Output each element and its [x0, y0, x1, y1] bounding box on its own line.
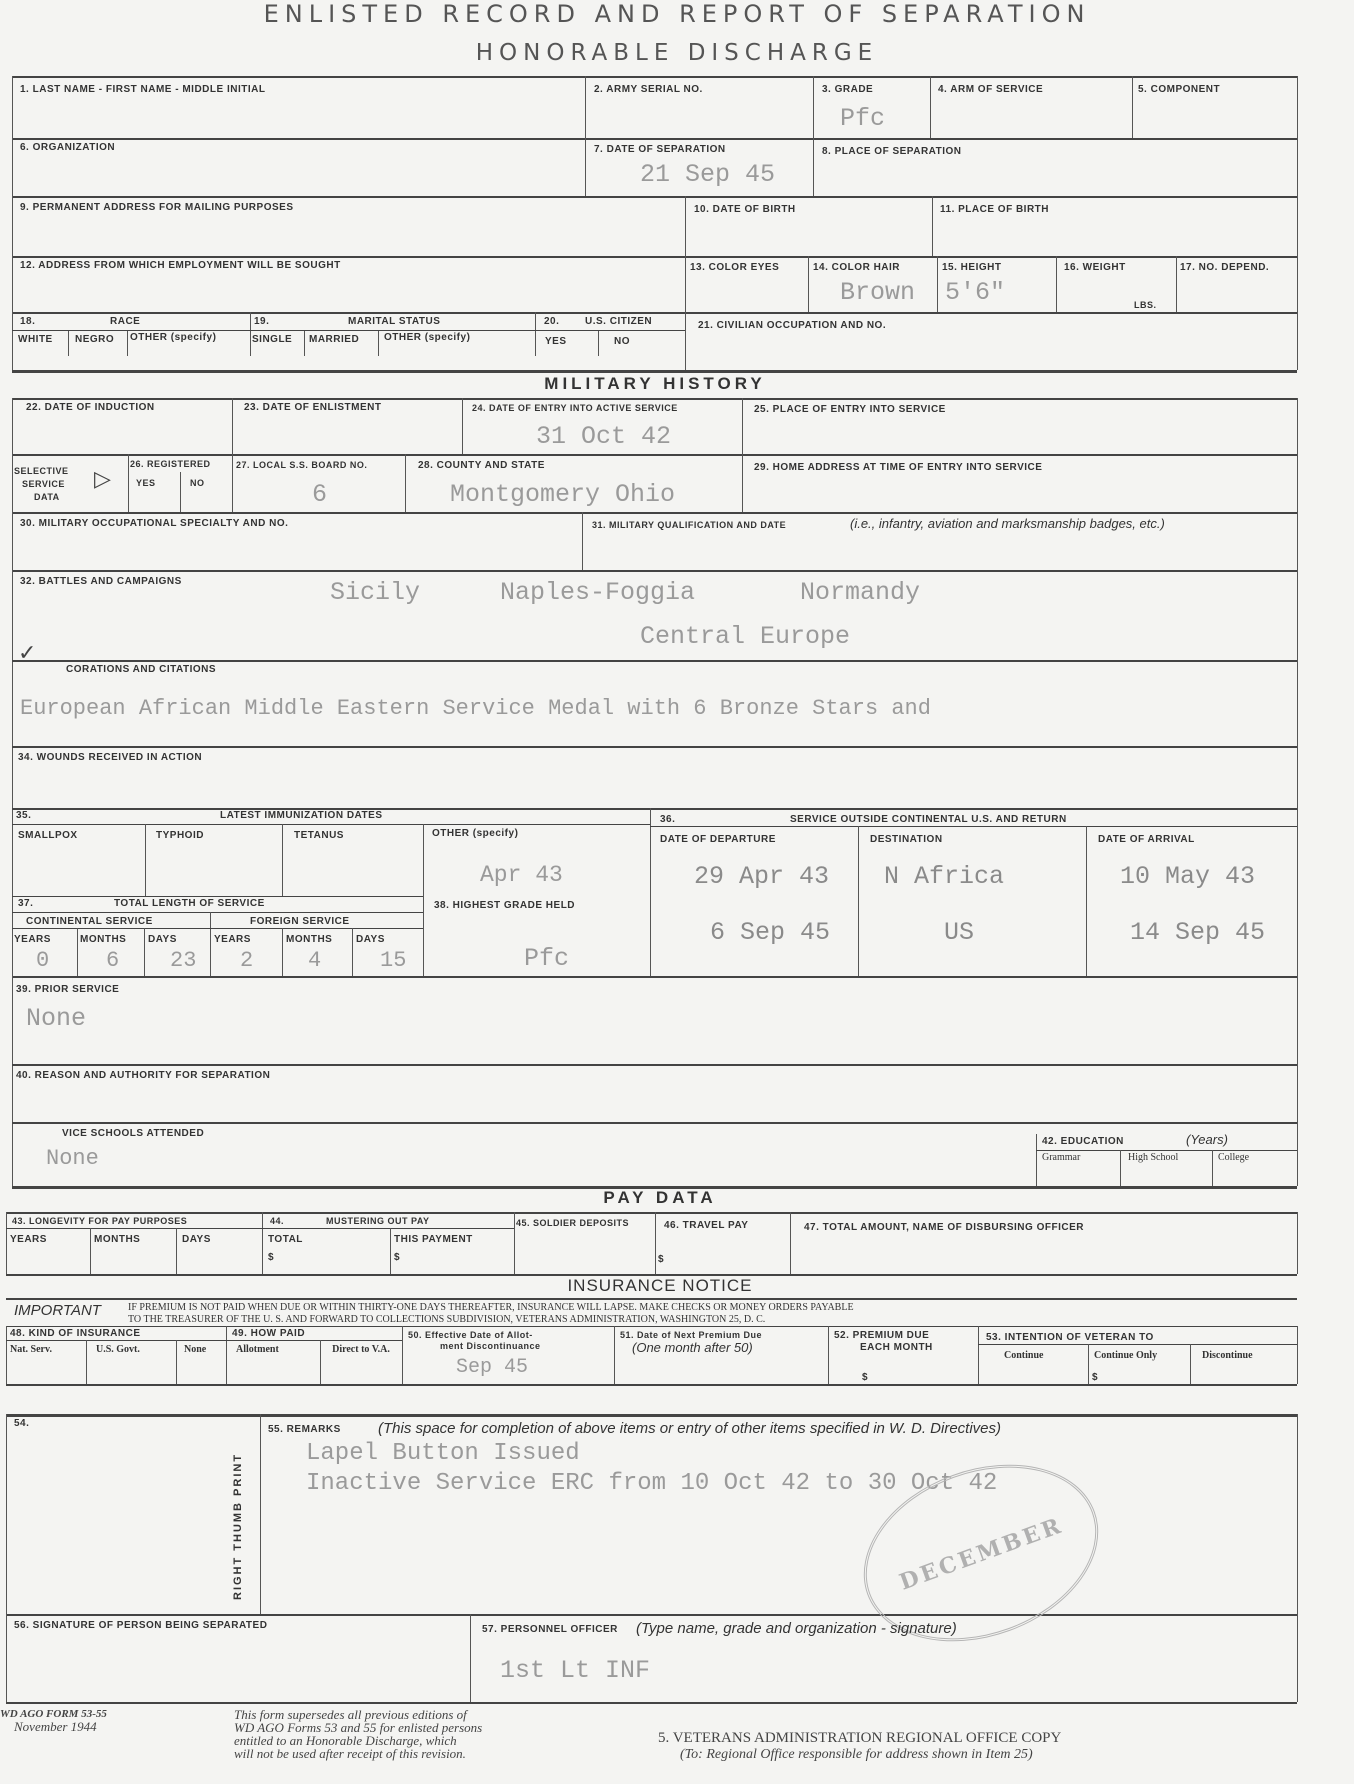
campaign-1: Sicily — [330, 578, 421, 607]
field-28-label: 28. COUNTY AND STATE — [418, 460, 545, 471]
rule — [176, 1228, 177, 1274]
rule — [282, 928, 283, 976]
field-37-label: TOTAL LENGTH OF SERVICE — [114, 898, 265, 909]
rule — [12, 256, 1297, 258]
supersedes-line1: This form supersedes all previous editions of — [234, 1707, 467, 1722]
rule — [402, 1326, 403, 1384]
rule — [6, 1212, 7, 1274]
insurance-none: None — [184, 1344, 207, 1355]
rule — [12, 454, 1297, 456]
overseas-row-1-destination: N Africa — [884, 862, 1005, 891]
foreign-months-value: 4 — [308, 948, 322, 973]
rule — [12, 398, 13, 1186]
immunization-typhoid: TYPHOID — [156, 830, 204, 841]
education-high-school: High School — [1128, 1152, 1179, 1163]
rule — [514, 1212, 515, 1274]
rule — [232, 454, 233, 512]
field-7-label: 7. DATE OF SEPARATION — [594, 144, 726, 155]
field-22-label: 22. DATE OF INDUCTION — [26, 402, 155, 413]
rule — [6, 1614, 1297, 1616]
weight-unit: LBS. — [1134, 300, 1157, 310]
immunization-other-value: Apr 43 — [480, 862, 563, 888]
field-36-number: 36. — [660, 814, 676, 825]
rule — [6, 1702, 1297, 1704]
field-53-label: 53. INTENTION OF VETERAN TO — [986, 1332, 1154, 1343]
rule — [12, 312, 1297, 314]
rule — [304, 330, 305, 356]
field-33-label: CORATIONS AND CITATIONS — [66, 664, 217, 675]
registered-yes: YES — [136, 478, 156, 488]
field-10-label: 10. DATE OF BIRTH — [694, 204, 796, 215]
travel-pay-currency: $ — [658, 1254, 665, 1265]
supersedes-line4: will not be used after receipt of this revision. — [234, 1746, 466, 1761]
rule — [6, 1414, 1297, 1417]
field-45-label: 45. SOLDIER DEPOSITS — [516, 1218, 630, 1228]
rule — [6, 1340, 402, 1341]
continental-service-header: CONTINENTAL SERVICE — [26, 916, 153, 927]
field-50-value: Sep 45 — [456, 1356, 529, 1379]
paid-direct: Direct to V.A. — [332, 1344, 390, 1355]
continental-months-value: 6 — [106, 948, 120, 973]
rule — [650, 826, 1297, 827]
rule — [1190, 1344, 1191, 1384]
rule — [12, 76, 13, 370]
overseas-arrival-header: DATE OF ARRIVAL — [1098, 834, 1195, 845]
rule — [12, 928, 423, 929]
field-55-note: (This space for completion of above items or entry of other items specified in W. D. Directives) — [378, 1420, 1002, 1437]
rule — [1132, 76, 1133, 138]
rule — [930, 76, 931, 138]
field-24-label: 24. DATE OF ENTRY INTO ACTIVE SERVICE — [472, 403, 678, 413]
rule — [742, 398, 743, 512]
rule — [790, 1212, 791, 1274]
field-11-label: 11. PLACE OF BIRTH — [940, 204, 1050, 215]
selective-service-line3: DATA — [34, 492, 60, 502]
field-54-label: 54. — [14, 1418, 30, 1429]
field-4-label: 4. ARM OF SERVICE — [938, 84, 1044, 95]
field-15-value: 5'6" — [945, 278, 1006, 307]
form-date: November 1944 — [14, 1719, 97, 1734]
field-19-number: 19. — [254, 316, 270, 327]
field-40-label: 40. REASON AND AUTHORITY FOR SEPARATION — [16, 1070, 271, 1081]
field-43-label: 43. LONGEVITY FOR PAY PURPOSES — [12, 1216, 188, 1226]
field-25-label: 25. PLACE OF ENTRY INTO SERVICE — [754, 404, 946, 415]
rule — [6, 1212, 1297, 1214]
rule — [128, 454, 129, 512]
rule — [12, 896, 423, 897]
form-subtitle: HONORABLE DISCHARGE — [475, 40, 879, 66]
rule — [6, 1326, 7, 1384]
marital-single: SINGLE — [252, 334, 293, 345]
rule — [12, 912, 423, 913]
rule — [6, 1414, 7, 1702]
field-48-label: 48. KIND OF INSURANCE — [10, 1328, 141, 1339]
race-white: WHITE — [18, 334, 53, 345]
form-number: WD AGO FORM 53-55 — [0, 1708, 107, 1720]
immunization-tetanus: TETANUS — [294, 830, 344, 841]
rule — [127, 330, 128, 356]
longevity-days: DAYS — [182, 1234, 211, 1245]
field-31-note: (i.e., infantry, aviation and marksmanship badges, etc.) — [850, 516, 1165, 531]
rule — [685, 196, 686, 312]
copy-note: (To: Regional Office responsible for address shown in Item 25) — [680, 1747, 1033, 1762]
field-24-value: 31 Oct 42 — [536, 422, 672, 451]
foreign-days-header: DAYS — [356, 934, 385, 945]
rule — [650, 808, 651, 976]
field-9-label: 9. PERMANENT ADDRESS FOR MAILING PURPOSES — [20, 202, 294, 213]
field-42-note: (Years) — [1186, 1132, 1228, 1147]
field-44-label: MUSTERING OUT PAY — [326, 1216, 430, 1226]
rule — [352, 928, 353, 976]
rule — [1056, 256, 1057, 312]
education-college: College — [1218, 1152, 1250, 1163]
longevity-years: YEARS — [10, 1234, 47, 1245]
field-2-label: 2. ARMY SERIAL NO. — [594, 84, 703, 95]
supersedes-line3: entitled to an Honorable Discharge, which — [234, 1733, 457, 1748]
field-49-label: 49. HOW PAID — [232, 1328, 306, 1339]
rule — [77, 928, 78, 976]
field-37-number: 37. — [18, 898, 34, 909]
campaign-4: Central Europe — [640, 622, 851, 651]
field-26-label: 26. REGISTERED — [130, 459, 211, 469]
rule — [1297, 1414, 1298, 1702]
rule — [68, 330, 69, 356]
field-39-value: None — [26, 1004, 87, 1033]
rule — [378, 330, 379, 356]
race-other: OTHER (specify) — [130, 332, 217, 343]
rule — [585, 76, 586, 196]
field-1-label: 1. LAST NAME - FIRST NAME - MIDDLE INITIAL — [20, 84, 266, 95]
overseas-row-1-departure: 29 Apr 43 — [694, 862, 830, 891]
rule — [1088, 1344, 1089, 1384]
rule — [1297, 398, 1298, 1186]
foreign-months-header: MONTHS — [286, 934, 333, 945]
rule — [462, 398, 463, 454]
field-38-label: 38. HIGHEST GRADE HELD — [434, 900, 576, 911]
rule — [12, 824, 650, 825]
overseas-row-2-departure: 6 Sep 45 — [710, 918, 831, 947]
military-history-heading: MILITARY HISTORY — [544, 374, 766, 393]
field-20-number: 20. — [544, 316, 560, 327]
field-6-label: 6. ORGANIZATION — [20, 142, 116, 153]
stamp-text: DECEMBER — [896, 1512, 1067, 1596]
insurance-notice-heading: INSURANCE NOTICE — [567, 1276, 753, 1295]
field-52-label-line2: EACH MONTH — [860, 1342, 933, 1353]
field-51-note: (One month after 50) — [632, 1340, 753, 1355]
continental-days-value: 23 — [170, 948, 197, 973]
rule — [90, 1228, 91, 1274]
rule — [262, 1212, 263, 1274]
field-19-label: MARITAL STATUS — [348, 316, 441, 327]
field-44-number: 44. — [270, 1216, 285, 1226]
rule — [582, 512, 583, 570]
rule — [978, 1326, 979, 1384]
marital-married: MARRIED — [309, 334, 360, 345]
field-56-label: 56. SIGNATURE OF PERSON BEING SEPARATED — [14, 1620, 268, 1631]
rule — [535, 312, 536, 356]
mustering-payment-currency: $ — [394, 1252, 401, 1263]
foreign-years-value: 2 — [240, 948, 254, 973]
overseas-departure-header: DATE OF DEPARTURE — [660, 834, 776, 845]
immunization-other: OTHER (specify) — [432, 828, 519, 839]
rule — [655, 1212, 656, 1274]
field-50-label-line2: ment Discontinuance — [440, 1341, 541, 1351]
rule — [423, 824, 424, 976]
registered-no: NO — [190, 478, 205, 488]
rule — [12, 138, 1297, 140]
rule — [6, 1326, 1297, 1327]
rule — [1036, 1150, 1297, 1151]
intention-continue-only: Continue Only — [1094, 1350, 1158, 1361]
rule — [12, 1122, 1297, 1124]
copy-designation: 5. VETERANS ADMINISTRATION REGIONAL OFFICE COPY — [658, 1730, 1062, 1746]
decorations-line2: European African Middle Eastern Service Medal with 6 Bronze Stars and — [20, 696, 931, 721]
rule — [614, 1326, 615, 1384]
rule — [12, 398, 1297, 400]
field-12-label: 12. ADDRESS FROM WHICH EMPLOYMENT WILL BE SOUGHT — [20, 260, 341, 271]
field-8-label: 8. PLACE OF SEPARATION — [822, 146, 962, 157]
rule — [1036, 1134, 1037, 1186]
field-39-label: 39. PRIOR SERVICE — [16, 984, 120, 995]
continental-months-header: MONTHS — [80, 934, 127, 945]
rule — [176, 1340, 177, 1384]
field-51-label: 51. Date of Next Premium Due — [620, 1330, 763, 1340]
foreign-years-header: YEARS — [214, 934, 251, 945]
supersedes-line2: WD AGO Forms 53 and 55 for enlisted persons — [234, 1720, 483, 1735]
mustering-total-currency: $ — [268, 1252, 275, 1263]
citizen-yes: YES — [545, 336, 567, 347]
field-57-label: 57. PERSONNEL OFFICER — [482, 1624, 618, 1635]
rule — [1297, 1212, 1298, 1274]
rule — [598, 330, 599, 356]
rule — [86, 1340, 87, 1384]
field-50-label-line1: 50. Effective Date of Allot- — [408, 1330, 533, 1340]
continental-years-value: 0 — [36, 948, 50, 973]
rule — [232, 398, 233, 454]
foreign-service-header: FOREIGN SERVICE — [250, 916, 350, 927]
longevity-months: MONTHS — [94, 1234, 141, 1245]
field-57-value: 1st Lt INF — [500, 1656, 651, 1685]
rule — [405, 454, 406, 512]
remarks-line1: Lapel Button Issued — [306, 1440, 580, 1467]
rule — [813, 76, 814, 196]
field-29-label: 29. HOME ADDRESS AT TIME OF ENTRY INTO SERVICE — [754, 462, 1043, 473]
rule — [250, 312, 251, 356]
foreign-days-value: 15 — [380, 948, 407, 973]
pay-data-heading: PAY DATA — [603, 1188, 717, 1207]
overseas-destination-header: DESTINATION — [870, 834, 943, 845]
insurance-notice-line2: TO THE TREASURER OF THE U. S. AND FORWARD TO COLLECTIONS SUBDIVISION, VETERANS ADMINISTRATION, WASHINGTON 25, D. C. — [128, 1314, 766, 1325]
rule — [6, 1384, 1297, 1386]
form-title: ENLISTED RECORD AND REPORT OF SEPARATION — [263, 0, 1091, 28]
field-3-label: 3. GRADE — [822, 84, 874, 95]
field-18-label: RACE — [110, 316, 141, 327]
rule — [12, 746, 1297, 748]
field-3-value: Pfc — [840, 104, 886, 133]
field-46-label: 46. TRAVEL PAY — [664, 1220, 749, 1231]
rule — [12, 76, 1297, 78]
field-31-label: 31. MILITARY QUALIFICATION AND DATE — [592, 520, 787, 530]
rule — [12, 976, 1297, 978]
field-7-value: 21 Sep 45 — [640, 160, 776, 189]
field-57-note: (Type name, grade and organization - signature) — [636, 1620, 957, 1637]
campaign-3: Normandy — [800, 578, 921, 607]
immunization-smallpox: SMALLPOX — [18, 830, 78, 841]
rule — [12, 330, 685, 331]
rule — [1297, 1326, 1298, 1384]
field-21-label: 21. CIVILIAN OCCUPATION AND NO. — [698, 320, 887, 331]
rule — [858, 826, 859, 976]
insurance-us-govt: U.S. Govt. — [96, 1344, 140, 1355]
field-47-label: 47. TOTAL AMOUNT, NAME OF DISBURSING OFFICER — [804, 1222, 1084, 1233]
field-52-label-line1: 52. PREMIUM DUE — [834, 1330, 930, 1341]
rule — [210, 912, 211, 976]
rule — [6, 1228, 262, 1229]
rule — [978, 1344, 1297, 1345]
rule — [12, 512, 1297, 514]
field-28-value: Montgomery Ohio — [450, 480, 676, 509]
rule — [1297, 76, 1298, 370]
rule — [828, 1326, 829, 1384]
rule — [932, 196, 933, 256]
field-15-label: 15. HEIGHT — [942, 262, 1002, 273]
citizen-no: NO — [614, 336, 630, 347]
rule — [145, 824, 146, 896]
rule — [808, 256, 809, 312]
field-32-label: 32. BATTLES AND CAMPAIGNS — [20, 576, 182, 587]
intention-currency: $ — [1092, 1372, 1099, 1383]
rule — [12, 370, 1297, 373]
education-grammar: Grammar — [1042, 1152, 1081, 1163]
field-13-label: 13. COLOR EYES — [690, 262, 780, 273]
continental-years-header: YEARS — [14, 934, 51, 945]
field-38-value: Pfc — [524, 944, 570, 973]
rule — [144, 928, 145, 976]
rule — [937, 256, 938, 312]
race-negro: NEGRO — [75, 334, 115, 345]
field-41-value: None — [46, 1146, 99, 1171]
field-42-label: 42. EDUCATION — [1042, 1136, 1124, 1147]
rule — [12, 570, 1297, 572]
field-17-label: 17. NO. DEPEND. — [1180, 262, 1270, 273]
insurance-notice-line1: IF PREMIUM IS NOT PAID WHEN DUE OR WITHIN THIRTY-ONE DAYS THEREAFTER, INSURANCE WILL LAPSE. MAKE CHECKS OR MONEY ORDERS PAYABLE — [128, 1302, 854, 1313]
thumb-print-label: RIGHT THUMB PRINT — [232, 1452, 244, 1600]
rule — [685, 312, 686, 370]
remarks-line2: Inactive Service ERC from 10 Oct 42 to 30 Oct 42 — [306, 1470, 998, 1497]
insurance-important: IMPORTANT — [14, 1302, 101, 1319]
field-16-label: 16. WEIGHT — [1064, 262, 1126, 273]
marital-other: OTHER (specify) — [384, 332, 471, 343]
rule — [12, 196, 1297, 198]
rule — [260, 1414, 261, 1614]
paid-allotment: Allotment — [236, 1344, 279, 1355]
intention-continue: Continue — [1004, 1350, 1044, 1361]
field-35-number: 35. — [16, 810, 32, 821]
premium-currency: $ — [862, 1372, 869, 1383]
campaign-2: Naples-Foggia — [500, 578, 696, 607]
check-mark-icon: ✓ — [18, 640, 37, 665]
field-5-label: 5. COMPONENT — [1138, 84, 1221, 95]
selective-service-line1: SELECTIVE — [14, 466, 69, 476]
continental-days-header: DAYS — [148, 934, 177, 945]
rule — [180, 472, 181, 512]
overseas-row-1-arrival: 10 May 43 — [1120, 862, 1256, 891]
rule — [1176, 256, 1177, 312]
selective-service-line2: SERVICE — [22, 479, 65, 489]
field-35-label: LATEST IMMUNIZATION DATES — [220, 810, 383, 821]
field-55-label: 55. REMARKS — [268, 1424, 341, 1435]
field-23-label: 23. DATE OF ENLISTMENT — [244, 402, 382, 413]
field-18-number: 18. — [20, 316, 36, 327]
rule — [1212, 1150, 1213, 1186]
field-30-label: 30. MILITARY OCCUPATIONAL SPECIALTY AND NO. — [20, 518, 289, 529]
overseas-row-2-destination: US — [944, 918, 975, 947]
rule — [12, 1064, 1297, 1066]
field-20-label: U.S. CITIZEN — [585, 316, 653, 327]
field-34-label: 34. WOUNDS RECEIVED IN ACTION — [18, 752, 203, 763]
rule — [320, 1340, 321, 1384]
field-27-value: 6 — [312, 480, 328, 509]
rule — [226, 1326, 227, 1384]
rule — [12, 660, 1297, 662]
rule — [470, 1614, 471, 1702]
rule — [6, 1298, 1297, 1300]
field-14-label: 14. COLOR HAIR — [813, 262, 901, 273]
field-36-label: SERVICE OUTSIDE CONTINENTAL U.S. AND RETURN — [790, 814, 1067, 825]
rule — [12, 808, 1297, 810]
insurance-nat-serv: Nat. Serv. — [10, 1344, 52, 1355]
mustering-total: TOTAL — [268, 1234, 303, 1245]
rule — [282, 824, 283, 896]
rule — [1120, 1150, 1121, 1186]
field-14-value: Brown — [840, 278, 916, 307]
overseas-row-2-arrival: 14 Sep 45 — [1130, 918, 1266, 947]
mustering-this-payment: THIS PAYMENT — [394, 1234, 473, 1245]
field-41-label: VICE SCHOOLS ATTENDED — [62, 1128, 205, 1139]
field-27-label: 27. LOCAL S.S. BOARD NO. — [236, 460, 368, 470]
intention-discontinue: Discontinue — [1202, 1350, 1253, 1361]
rule — [262, 1228, 514, 1229]
rule — [1086, 826, 1087, 976]
arrow-icon: ▷ — [94, 466, 111, 491]
rule — [390, 1228, 391, 1274]
